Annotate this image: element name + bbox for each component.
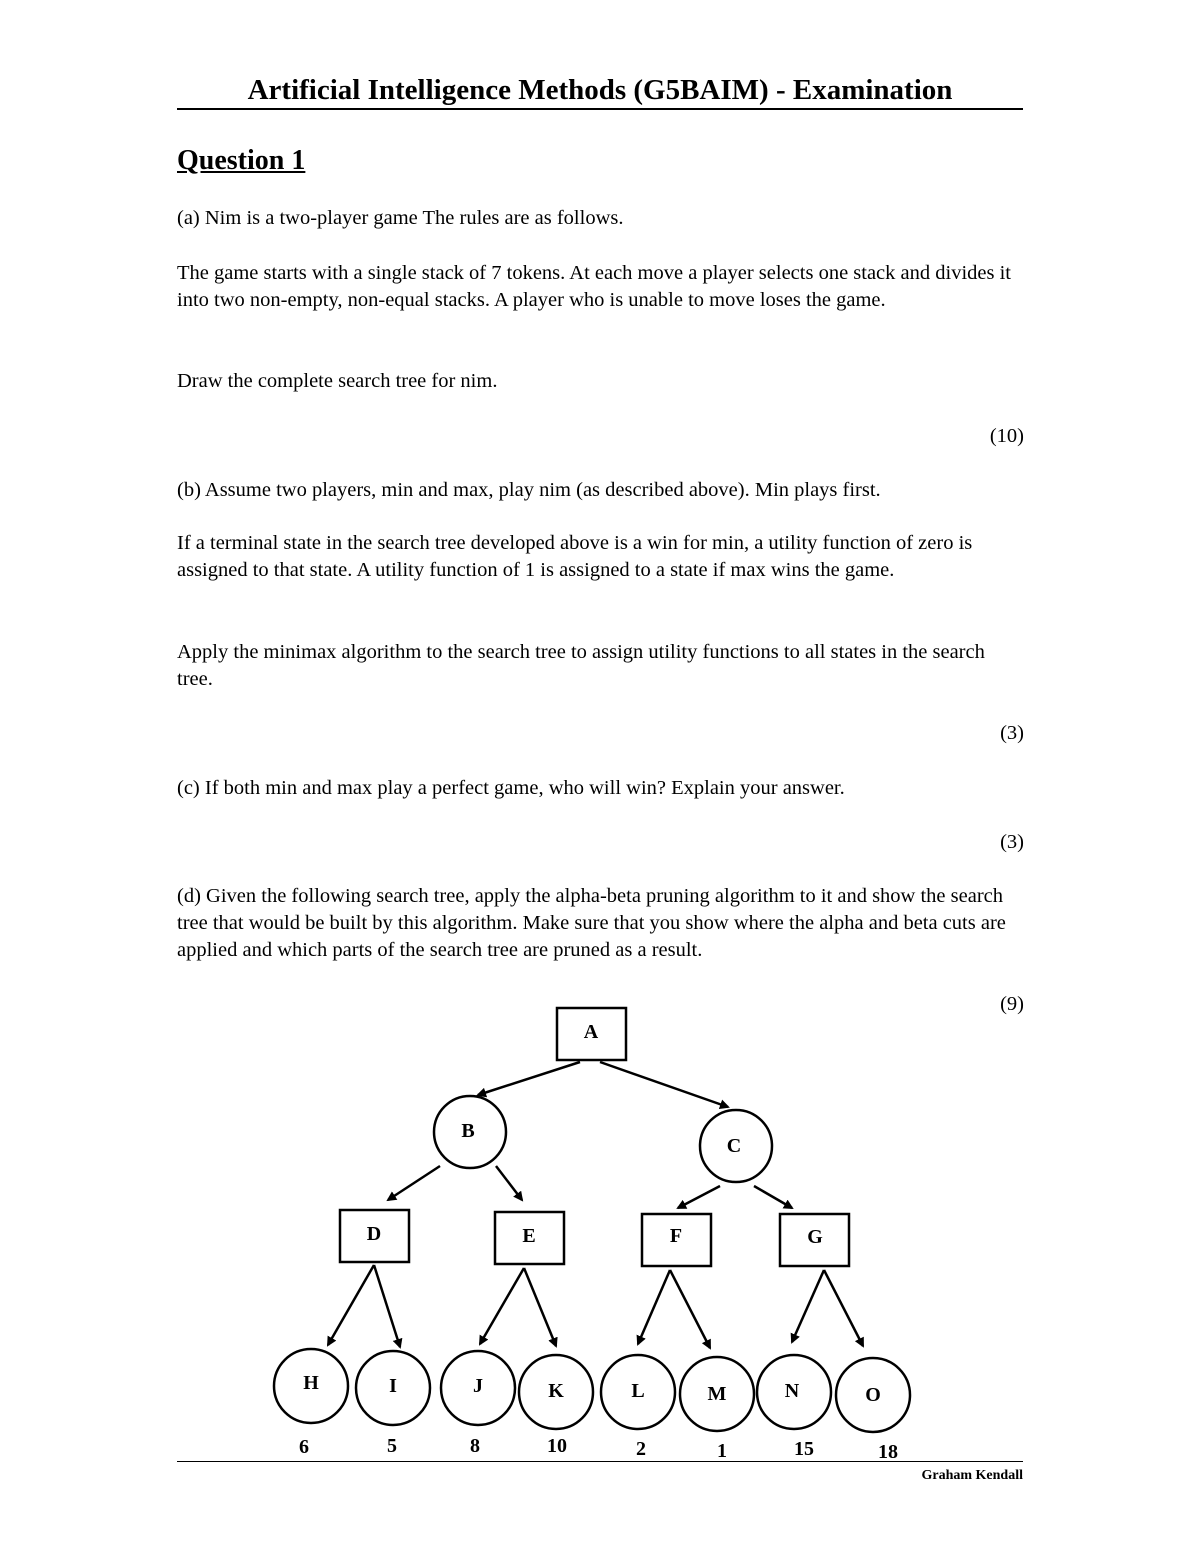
node-b-label: B [461,1120,475,1142]
node-o-label: O [865,1384,881,1406]
edge-g-o [824,1270,863,1346]
part-b-task: Apply the minimax algorithm to the search tree to assign utility functions to all states in the search tree. [177,641,985,690]
edge-c-g [754,1186,792,1208]
search-tree-diagram [260,1000,940,1470]
node-i-label: I [389,1375,397,1397]
edge-e-k [524,1268,556,1346]
edge-b-e [496,1166,522,1200]
node-n-label: N [784,1380,800,1402]
part-b-marks: (3) [1000,722,1024,744]
leaf-value-k: 10 [547,1435,567,1457]
part-a-intro: (a) Nim is a two-player game The rules are as follows. [177,207,624,229]
part-a-rules: The game starts with a single stack of 7 tokens. At each move a player selects one stack and divides it into two non-empty, non-equal stacks. A player who is unable to move loses the game. [177,262,1011,311]
edge-e-j [480,1268,524,1344]
edge-a-c [600,1062,728,1107]
tree-edges [328,1062,863,1348]
node-j-label: J [473,1375,483,1397]
node-k-label: K [548,1380,564,1402]
edge-a-b [478,1062,580,1095]
part-c-text: (c) If both min and max play a perfect game, who will win? Explain your answer. [177,777,845,799]
node-m-label: M [707,1383,727,1405]
part-a-marks: (10) [989,425,1024,447]
footer-rule [177,1461,1023,1462]
edge-f-l [638,1270,670,1344]
node-e-label: E [522,1225,536,1247]
node-l-label: L [631,1380,645,1402]
leaf-value-i: 5 [387,1435,397,1457]
part-d-text: (d) Given the following search tree, apply the alpha-beta pruning algorithm to it and show the search tree that would be built by this algorithm. Make sure that you show where the alpha and beta cuts are applied and which parts of the search tree are pruned as a result. [177,885,1006,961]
document-title: Artificial Intelligence Methods (G5BAIM) - Examination [247,74,953,106]
node-d-label: D [366,1223,382,1245]
leaf-value-h: 6 [299,1436,309,1458]
part-b-utility: If a terminal state in the search tree developed above is a win for min, a utility function of zero is assigned to that state. A utility function of 1 is assigned to a state if max wins the game. [177,532,973,581]
edge-f-m [670,1270,710,1348]
node-c-label: C [726,1135,742,1157]
part-b-intro: (b) Assume two players, min and max, play nim (as described above). Min plays first. [177,479,881,501]
leaf-value-o: 18 [878,1441,898,1463]
leaf-value-m: 1 [717,1440,727,1462]
node-g-label: G [807,1226,823,1248]
leaf-value-n: 15 [794,1438,814,1460]
node-h-label: H [303,1372,319,1394]
edge-g-n [792,1270,824,1342]
leaf-value-j: 8 [470,1435,480,1457]
part-a-task: Draw the complete search tree for nim. [177,370,498,392]
edge-d-i [374,1265,400,1347]
leaf-value-l: 2 [636,1438,646,1460]
footer-author: Graham Kendall [921,1468,1023,1483]
edge-b-d [388,1166,440,1200]
question-title: Question 1 [177,145,306,176]
edge-c-f [678,1186,720,1208]
edge-d-h [328,1265,374,1345]
part-d-marks: (9) [1000,993,1024,1015]
part-c-marks: (3) [1000,831,1024,853]
node-a-label: A [583,1021,599,1043]
document-header [177,72,1023,110]
node-f-label: F [669,1225,683,1247]
